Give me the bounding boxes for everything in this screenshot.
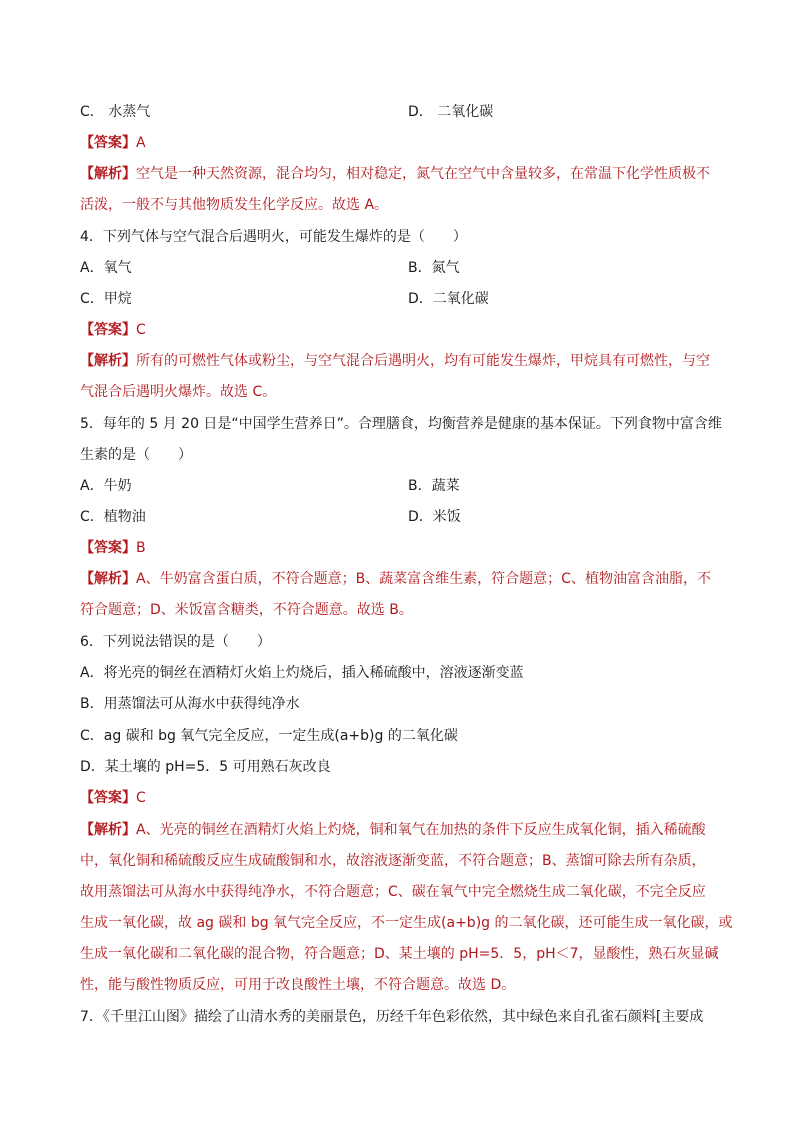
q3-option-c: C． 水蒸气 [80, 104, 151, 120]
answer-value: B [136, 540, 146, 556]
answer-value: A [136, 135, 146, 151]
analysis-tag: 【解析】 [80, 166, 136, 182]
answer-tag: 【答案】 [80, 790, 136, 806]
q3-answer [80, 134, 146, 152]
q7-stem-line-1: 7．《千里江山图》描绘了山清水秀的美丽景色，历经千年色彩依然，其中绿色来自孔雀石颜料[主要成 [80, 1009, 704, 1025]
q5-option-c: C．植物油 [80, 509, 146, 525]
q5-option-a: A．牛奶 [80, 478, 132, 494]
q4-analysis-line-2: 气混合后遇明火爆炸。故选 C。 [80, 384, 277, 400]
q6-option-a: A．将光亮的铜丝在酒精灯火焰上灼烧后，插入稀硫酸中，溶液逐渐变蓝 [80, 665, 524, 681]
q6-option-d: D．某土壤的 pH=5．5 可用熟石灰改良 [80, 759, 331, 775]
q6-option-c: C．ag 碳和 bg 氧气完全反应，一定生成(a+b)g 的二氧化碳 [80, 728, 458, 744]
q6-analysis-line-2: 中，氧化铜和稀硫酸反应生成硫酸铜和水，故溶液逐渐变蓝，不符合题意；B、蒸馏可除去所有杂质， [80, 853, 706, 869]
analysis-tag: 【解析】 [80, 353, 136, 369]
answer-value: C [136, 790, 146, 806]
answer-tag: 【答案】 [80, 322, 136, 338]
q6-stem: 6．下列说法错误的是（ ） [80, 634, 271, 650]
q4-option-d: D．二氧化碳 [408, 291, 489, 307]
q5-answer [80, 539, 146, 557]
q5-stem-line-2: 生素的是（ ） [80, 447, 192, 463]
q4-option-c: C．甲烷 [80, 291, 132, 307]
q4-analysis-line-1: 【解析】所有的可燃性气体或粉尘，与空气混合后遇明火，均有可能发生爆炸，甲烷具有可燃性，与空 [80, 353, 710, 369]
q6-analysis-line-3: 故用蒸馏法可从海水中获得纯净水，不符合题意；C、碳在氧气中完全燃烧生成二氧化碳，不完全反应 [80, 884, 706, 900]
q4-answer [80, 321, 146, 339]
q6-analysis-line-4: 生成一氧化碳，故 ag 碳和 bg 氧气完全反应，不一定生成(a+b)g 的二氧化碳，还可能生成一氧化碳，或 [80, 915, 733, 931]
q6-option-b: B．用蒸馏法可从海水中获得纯净水 [80, 696, 300, 712]
q3-analysis-line-2: 活泼，一般不与其他物质发生化学反应。故选 A。 [80, 197, 389, 213]
q5-option-b: B．蔬菜 [408, 478, 460, 494]
q4-option-a: A．氧气 [80, 260, 132, 276]
q6-answer [80, 789, 146, 807]
q5-option-d: D．米饭 [408, 509, 461, 525]
q4-stem: 4．下列气体与空气混合后遇明火，可能发生爆炸的是（ ） [80, 229, 467, 245]
q6-analysis-line-6: 性，能与酸性物质反应，可用于改良酸性土壤，不符合题意。故选 D。 [80, 977, 516, 993]
q3-analysis-line-1: 【解析】空气是一种天然资源，混合均匀，相对稳定，氮气在空气中含量较多，在常温下化学性质极不 [80, 166, 710, 182]
answer-tag: 【答案】 [80, 540, 136, 556]
q5-stem-line-1: 5．每年的 5 月 20 日是“中国学生营养日”。合理膳食，均衡营养是健康的基本保证。下列食物中富含维 [80, 416, 722, 432]
analysis-tag: 【解析】 [80, 571, 136, 587]
answer-tag: 【答案】 [80, 135, 136, 151]
analysis-tag: 【解析】 [80, 822, 136, 838]
q6-analysis-line-5: 生成一氧化碳和二氧化碳的混合物，符合题意；D、某土壤的 pH=5．5，pH＜7，显酸性，熟石灰显碱 [80, 946, 719, 962]
q5-analysis-line-2: 符合题意；D、米饭富含糖类，不符合题意。故选 B。 [80, 602, 413, 618]
q5-analysis-line-1: 【解析】A、牛奶富含蛋白质，不符合题意；B、蔬菜富含维生素，符合题意；C、植物油富含油脂，不 [80, 571, 711, 587]
q3-option-d: D． 二氧化碳 [408, 104, 494, 120]
answer-value: C [136, 322, 146, 338]
q6-analysis-line-1: 【解析】A、光亮的铜丝在酒精灯火焰上灼烧，铜和氧气在加热的条件下反应生成氧化铜，插入稀硫酸 [80, 822, 706, 838]
q4-option-b: B．氮气 [408, 260, 460, 276]
